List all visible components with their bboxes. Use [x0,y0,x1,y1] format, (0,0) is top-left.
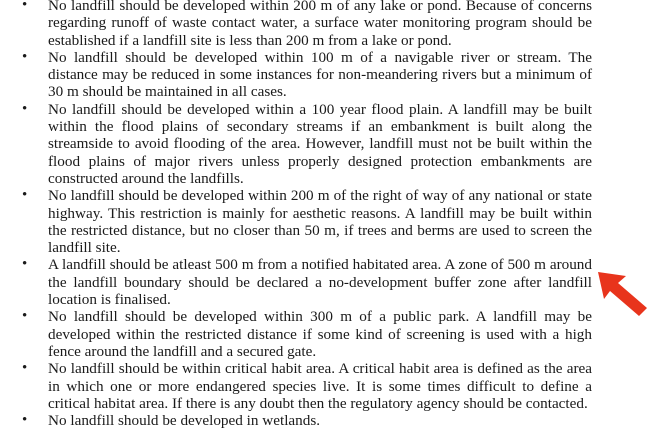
list-item [22,412,592,429]
list-item [22,101,592,187]
list-item-text: No landfill should be within critical habit area. A critical habit area is defined as the area in which one or more endangered species live. It is some times difficult to define a critical habitat area. If there is any doubt then the regulatory agency should be contacted. [48,360,592,412]
bullet-icon: • [22,48,28,65]
list-item [22,49,592,101]
list-item-text: No landfill should be developed within 200 m of the right of way of any national or state highway. This restriction is mainly for aesthetic reasons. A landfill may be built within the restricted distance, but no closer than 50 m, if trees and berms are used to screen the landfill site. [48,187,592,257]
list-item-highlighted [22,256,592,308]
list-item [22,308,592,360]
list-item-text: No landfill should be developed within 200 m of any lake or pond. Because of concerns regarding runoff of waste contact water, a surface water monitoring program should be established if a landfill site is less than 200 m from a lake or pond. [48,0,592,49]
list-item-text: No landfill should be developed in wetlands. [48,412,321,429]
list-item-text: No landfill should be developed within 300 m of a public park. A landfill may be developed within the restricted distance if some kind of screening is used with a high fence around the landfill and a secured gate. [48,308,592,360]
bullet-icon: • [22,187,28,204]
list-item-text: A landfill should be atleast 500 m from a notified habitated area. A zone of 500 m around the landfill boundary should be declared a no-development buffer zone after landfill location is finalised. [48,256,592,309]
bullet-icon: • [22,100,28,117]
list-item [22,0,592,49]
bullet-icon: • [22,0,28,13]
bullet-icon: • [22,412,28,429]
arrow-pointer-icon [596,268,650,318]
list-item-text: No landfill should be developed within 100 m of a navigable river or stream. The distance may be reduced in some instances for non-meandering rivers but a minimum of 30 m should be maintained in all cases. [48,48,592,101]
bullet-icon: • [22,308,28,325]
list-item-text: No landfill should be developed within a 100 year flood plain. A landfill may be built within the flood plains of secondary streams if an embankment is built along the streamside to avoid flooding of the area. However, landfill must not be built within the flood plains of major rivers unless properly designed protection embankments are constructed around the landfills. [48,100,592,187]
list-item [22,360,592,412]
list-item [22,187,592,256]
bullet-icon: • [22,256,28,273]
bullet-icon: • [22,360,28,377]
siting-criteria-list [22,0,592,429]
